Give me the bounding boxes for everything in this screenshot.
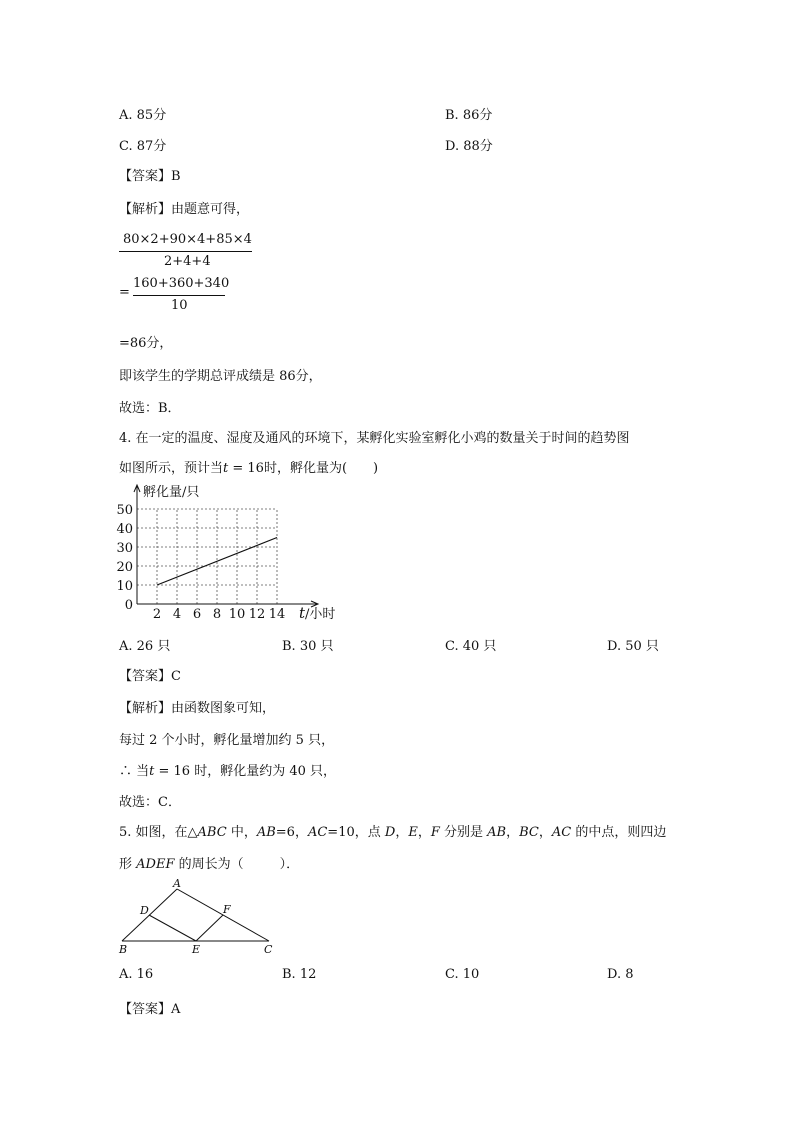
q5-stem-text: ）． <box>279 857 300 872</box>
q3-option-b: B. 86分 <box>445 108 493 123</box>
q5-stem-text: 中， <box>226 825 257 840</box>
q4-stem-var: t <box>223 461 229 476</box>
q4-step2-prefix: ∴ 当 <box>119 764 150 779</box>
q5-stem-var: ABC <box>197 825 227 840</box>
q5-stem-text: ， <box>395 825 409 840</box>
q5-stem-var: AB <box>256 825 276 840</box>
segment-ef <box>196 915 223 941</box>
q4-answer: 【答案】C <box>119 669 181 684</box>
label-f: F <box>223 903 231 916</box>
q5-stem-text: 5. 如图，在△ <box>119 825 198 840</box>
q5-stem-var: F <box>430 825 440 840</box>
y-tick-label: 20 <box>116 560 133 575</box>
label-e: E <box>192 943 201 956</box>
x-tick-label: 10 <box>228 607 246 622</box>
q5-stem-text: =6， <box>275 825 308 840</box>
q5-answer: 【答案】A <box>119 1002 181 1017</box>
x-tick-label: 2 <box>152 607 162 622</box>
label-c: C <box>264 943 273 956</box>
q5-stem-var: AC <box>551 825 572 840</box>
x-tick-label: 14 <box>268 607 286 622</box>
x-axis-label: t/小时 <box>299 604 336 622</box>
q5-stem-text: ， <box>417 825 431 840</box>
label-b: B <box>119 943 128 956</box>
x-tick-label: 4 <box>172 607 182 622</box>
y-tick-label: 10 <box>116 579 133 594</box>
q3-frac2-numerator: 160+360+340 <box>133 276 230 291</box>
q5-option-a: A. 16 <box>119 967 154 982</box>
q4-option-d: D. 50 只 <box>607 639 659 654</box>
q5-stem-line-2 <box>119 853 299 872</box>
q4-stem-paren-close: ) <box>373 461 379 476</box>
y-tick-label: 40 <box>116 522 133 537</box>
q5-stem-text: 分别是 <box>439 825 488 840</box>
q5-stem-text: 的周长为（ <box>174 857 244 872</box>
segment-de <box>149 915 196 941</box>
q4-step2-suffix: = 16 时，孵化量约为 40 只， <box>154 764 337 779</box>
series-line <box>157 538 277 586</box>
q5-stem-text: =10，点 <box>327 825 385 840</box>
y-tick-label: 50 <box>116 503 133 518</box>
label-d: D <box>140 904 149 917</box>
q4-stem-prefix: 如图所示，预计当 <box>119 461 224 476</box>
q3-conclusion: 即该学生的学期总评成绩是 86分， <box>119 369 322 384</box>
q5-stem-text: 的中点，则四边 <box>571 825 667 840</box>
y-tick-label: 0 <box>124 598 133 613</box>
q3-frac1-bar <box>119 251 252 252</box>
q5-option-d: D. 8 <box>607 967 634 982</box>
q5-option-c: C. 10 <box>445 967 480 982</box>
q4-stem-line-2 <box>119 457 378 476</box>
q3-equals-sign: = <box>119 285 130 300</box>
q3-frac2-bar <box>133 295 225 296</box>
q3-answer: 【答案】B <box>119 169 181 184</box>
x-tick-label: 12 <box>248 607 266 622</box>
q3-option-a: A. 85分 <box>119 108 167 123</box>
q5-stem-line-1 <box>119 821 666 840</box>
q3-frac2-denominator: 10 <box>171 298 188 313</box>
q4-stem-eq: = 16时，孵化量为( <box>228 461 348 476</box>
q5-stem-var: D <box>384 825 396 840</box>
q4-step2-var: t <box>149 764 155 779</box>
q5-option-b: B. 12 <box>282 967 317 982</box>
label-a: A <box>173 878 181 890</box>
q3-fraction-2 <box>133 276 243 318</box>
q4-step-2 <box>119 760 336 779</box>
q4-line-chart <box>112 482 352 622</box>
q4-choice: 故选：C． <box>119 795 181 810</box>
q4-analysis-label: 【解析】由函数图象可知， <box>119 701 276 716</box>
q3-fraction-1 <box>119 232 259 274</box>
q5-stem-var: AB <box>487 825 507 840</box>
x-tick-label: 8 <box>212 607 222 622</box>
q4-step-1: 每过 2 个小时，孵化量增加约 5 只， <box>119 733 335 748</box>
q4-option-b: B. 30 只 <box>282 639 334 654</box>
q5-stem-var: BC <box>519 825 539 840</box>
x-tick-label: 6 <box>192 607 202 622</box>
q5-stem-var: E <box>408 825 418 840</box>
q3-frac1-denominator: 2+4+4 <box>164 254 211 269</box>
q5-stem-var: ADEF <box>136 857 175 872</box>
q3-option-d: D. 88分 <box>445 139 493 154</box>
q3-option-c: C. 87分 <box>119 139 167 154</box>
y-axis-label: 孵化量/只 <box>143 485 200 500</box>
q4-option-a: A. 26 只 <box>119 639 171 654</box>
q5-stem-text: ， <box>538 825 552 840</box>
q3-frac1-numerator: 80×2+90×4+85×4 <box>123 232 252 247</box>
q3-result: =86分， <box>119 336 173 351</box>
q5-stem-text: ， <box>506 825 520 840</box>
q3-analysis-label: 【解析】由题意可得， <box>119 202 250 217</box>
q3-choice: 故选：B． <box>119 401 181 416</box>
q4-stem-line-1: 4. 在一定的温度、湿度及通风的环境下，某孵化实验室孵化小鸡的数量关于时间的趋势图 <box>119 431 630 446</box>
q4-option-c: C. 40 只 <box>445 639 497 654</box>
q5-stem-var: AC <box>307 825 328 840</box>
y-tick-label: 30 <box>116 541 133 556</box>
q5-stem-text: 形 <box>119 857 137 872</box>
q5-triangle-figure <box>112 878 282 958</box>
